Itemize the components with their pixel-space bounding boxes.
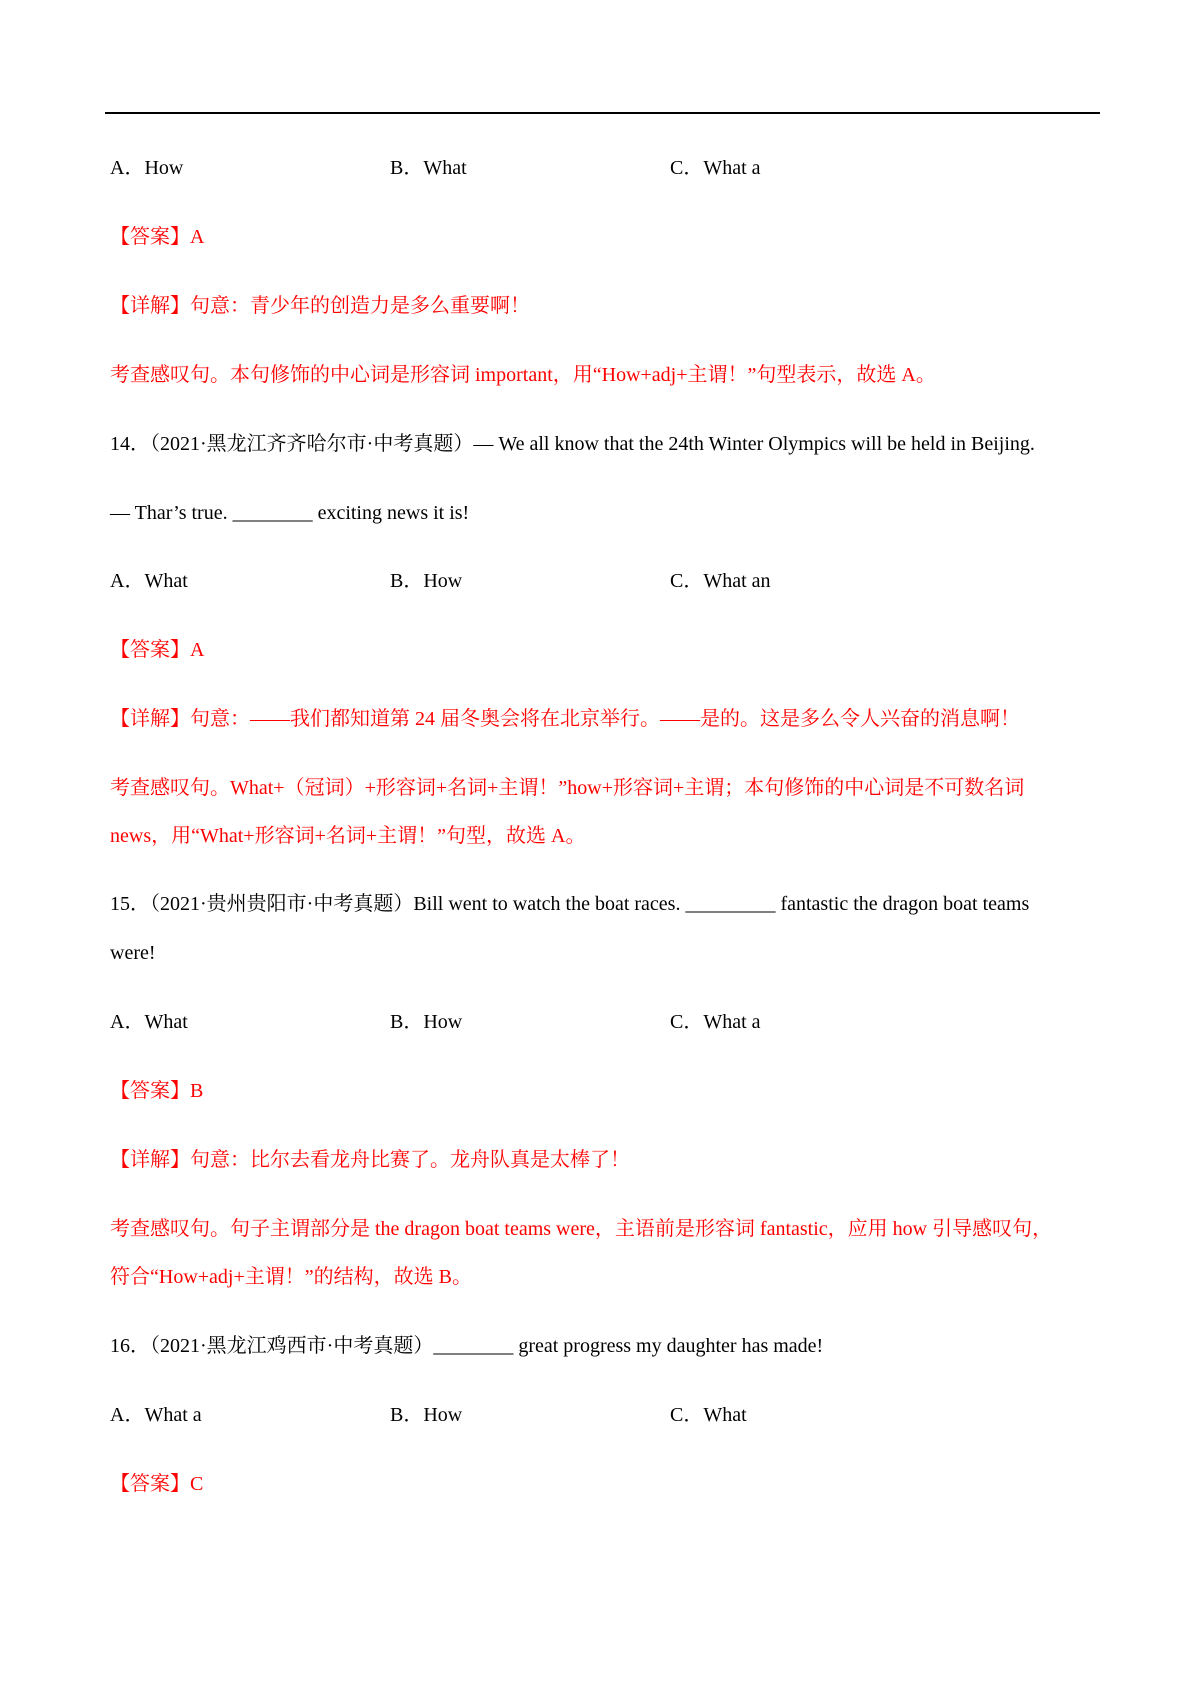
q16-option-b[interactable]: B．How — [390, 1404, 463, 1426]
q14-stem-line2: — Thar’s true. ________ exciting news it is! — [110, 502, 470, 524]
header-rule — [105, 112, 1100, 114]
q14-option-a[interactable]: A．What — [110, 570, 188, 592]
q14-option-c[interactable]: C．What an — [670, 570, 771, 592]
q15-option-a[interactable]: A．What — [110, 1011, 188, 1033]
q15-stem-line2: were! — [110, 942, 156, 964]
q15-options — [110, 1009, 1010, 1035]
q13-analysis: 考查感叹句。本句修饰的中心词是形容词 important，用“How+adj+主谓！”句型表示，故选 A。 — [110, 364, 936, 386]
q14-answer: 【答案】A — [110, 639, 205, 661]
q16-option-a[interactable]: A．What a — [110, 1404, 202, 1426]
q15-analysis-line2: 符合“How+adj+主谓！”的结构，故选 B。 — [110, 1266, 472, 1288]
q14-stem: 14．（2021·黑龙江齐齐哈尔市·中考真题）— We all know that the 24th Winter Olympics will be held in Beijing. — [110, 433, 1035, 455]
q13-option-b[interactable]: B．What — [390, 157, 467, 179]
q16-stem: 16．（2021·黑龙江鸡西市·中考真题）________ great progress my daughter has made! — [110, 1335, 824, 1357]
q15-analysis-line1: 考查感叹句。句子主谓部分是 the dragon boat teams were，主语前是形容词 fantastic，应用 how 引导感叹句， — [110, 1218, 1053, 1240]
q15-stem: 15．（2021·贵州贵阳市·中考真题）Bill went to watch the boat races. _________ fantastic the dragon boat teams — [110, 893, 1030, 915]
q15-explanation: 【详解】句意：比尔去看龙舟比赛了。龙舟队真是太棒了！ — [110, 1149, 630, 1171]
q16-option-c[interactable]: C．What — [670, 1404, 747, 1426]
q13-options — [110, 155, 1010, 181]
q15-answer: 【答案】B — [110, 1080, 204, 1102]
q13-option-a[interactable]: A．How — [110, 157, 184, 179]
q15-option-c[interactable]: C．What a — [670, 1011, 761, 1033]
q14-option-b[interactable]: B．How — [390, 570, 463, 592]
q14-analysis-line2: news，用“What+形容词+名词+主谓！”句型，故选 A。 — [110, 825, 586, 847]
q13-answer: 【答案】A — [110, 226, 205, 248]
q14-analysis-line1: 考查感叹句。What+（冠词）+形容词+名词+主谓！”how+形容词+主谓；本句修饰的中心词是不可数名词 — [110, 777, 1025, 799]
q16-answer: 【答案】C — [110, 1473, 204, 1495]
q15-option-b[interactable]: B．How — [390, 1011, 463, 1033]
q13-option-c[interactable]: C．What a — [670, 157, 761, 179]
q13-explanation: 【详解】句意：青少年的创造力是多么重要啊！ — [110, 295, 530, 317]
q14-options — [110, 568, 1010, 594]
q14-explanation: 【详解】句意：——我们都知道第 24 届冬奥会将在北京举行。——是的。这是多么令人兴奋的消息啊！ — [110, 708, 1020, 730]
q16-options — [110, 1402, 1010, 1428]
